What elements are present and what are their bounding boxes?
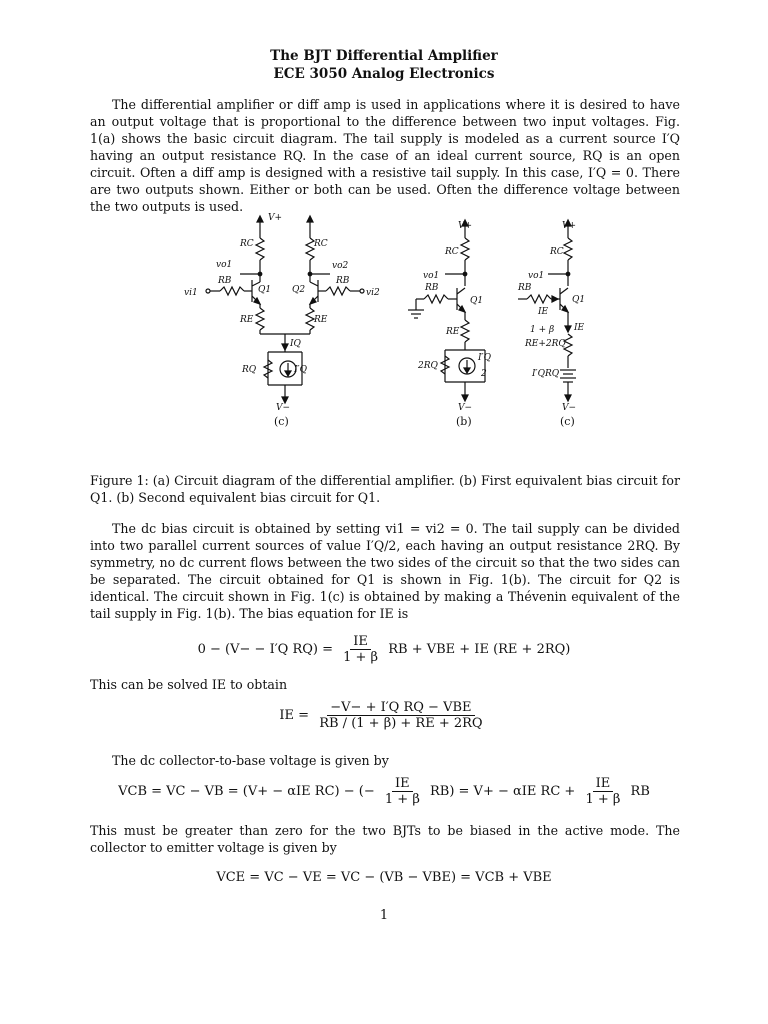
eq3-frac-den: 1 + β <box>384 792 420 807</box>
eq3-middle: RB) = V+ − αIE RC + <box>429 784 576 799</box>
active-mode-text: This must be greater than zero for the two BJTs to be biased in the active mode. The collector to emitter voltage is given by <box>90 823 680 855</box>
page-number: 1 <box>379 908 389 923</box>
eq3-fraction-2 <box>582 776 623 807</box>
label-rb-right: RB <box>336 276 350 286</box>
label-iq: IQ <box>290 339 301 349</box>
eq3-frac-num: IE <box>392 776 413 792</box>
equation-bias <box>0 634 768 665</box>
label-ie-c: IE <box>574 323 585 333</box>
label-re-left: RE <box>240 315 254 325</box>
eq2-left: IE = <box>279 708 310 723</box>
eq1-left: 0 − (V− − I′Q RQ) = <box>197 642 333 657</box>
circuit-figure <box>180 210 600 435</box>
eq3-frac2-num: IE <box>593 776 614 792</box>
label-q1-b: Q1 <box>470 296 484 306</box>
eq1-frac-num: IE <box>350 634 371 650</box>
label-rb-c: RB <box>518 283 532 293</box>
label-q1-a: Q1 <box>258 285 272 295</box>
label-ie-frac-den: 1 + β <box>530 325 555 335</box>
label-vplus-a: V+ <box>268 213 283 223</box>
label-iqp-half-num: I′Q <box>478 353 491 363</box>
label-vminus-b: V− <box>458 403 473 413</box>
label-sub-c: (c) <box>560 415 575 428</box>
solve-text: This can be solved IE to obtain <box>90 677 288 692</box>
eq2-fraction <box>316 700 485 731</box>
label-rc-right: RC <box>314 239 328 249</box>
label-sub-b: (b) <box>456 415 472 428</box>
vcb-text: The dc collector-to-base voltage is given by <box>112 753 389 768</box>
eq1-frac-den: 1 + β <box>343 650 379 665</box>
label-vo1-a: vo1 <box>216 260 233 270</box>
label-re-right: RE <box>314 315 328 325</box>
label-vplus-b: V+ <box>458 221 473 231</box>
eq3-left: VCB = VC − VB = (V+ − αIE RC) − (− <box>118 784 375 799</box>
label-vi1: vi1 <box>184 288 198 298</box>
eq3-frac2-den: 1 + β <box>585 792 621 807</box>
intro-paragraph: The differential amplifier or diff amp is used in applications where it is desired to have an output voltage that is proportional to the difference between two input voltages. Fig. 1(a) shows the basic circuit diagram. The tail supply is modeled as a current source I′Q having an output resistance RQ. In the case of an ideal current source, RQ is an open circuit. Often a diff amp is designed with a resistive tail supply. In this case, I′Q = 0. There are two outputs shown. Either or both can be used. Often the difference voltage between the two outputs is used. <box>90 97 680 214</box>
label-vo1-c: vo1 <box>528 271 545 281</box>
label-rb-b: RB <box>425 283 439 293</box>
label-vplus-c: V+ <box>562 221 577 231</box>
document-title: The BJT Differential Amplifier <box>270 48 498 64</box>
eq1-right: RB + VBE + IE (RE + 2RQ) <box>388 642 571 657</box>
eq1-fraction <box>340 634 381 665</box>
eq3-fraction-1 <box>382 776 423 807</box>
label-sub-a: (c) <box>274 415 289 428</box>
label-vminus-c: V− <box>562 403 577 413</box>
equation-vcb <box>0 776 768 807</box>
label-vo1-b: vo1 <box>423 271 440 281</box>
bias-paragraph: The dc bias circuit is obtained by setting vi1 = vi2 = 0. The tail supply can be divided into two parallel current sources of value I′Q/2, each having an output resistance 2RQ. By symmetry, no dc current flows between the two sides of the circuit so that the two sides can be separated. The circuit obtained for Q1 is shown in Fig. 1(b). The circuit for Q2 is identical. The circuit shown in Fig. 1(c) is obtained by making a Thévenin equivalent of the tail supply in Fig. 1(b). The bias equation for IE is <box>90 521 680 621</box>
label-re-2rq: RE+2RQ <box>525 339 566 349</box>
label-ie-frac-num: IE <box>538 307 549 317</box>
label-rc-left: RC <box>240 239 254 249</box>
label-rc-b: RC <box>445 247 459 257</box>
course-title: ECE 3050 Analog Electronics <box>273 66 495 82</box>
label-rq: RQ <box>242 365 257 375</box>
label-q2-a: Q2 <box>292 285 306 295</box>
eq2-frac-num: −V− + I′Q RQ − VBE <box>327 700 474 716</box>
label-iqp: I′Q <box>294 365 307 375</box>
label-vminus-a: V− <box>276 403 291 413</box>
label-2rq: 2RQ <box>418 361 438 371</box>
label-rb-left: RB <box>218 276 232 286</box>
label-re-b: RE <box>446 327 460 337</box>
eq2-frac-den: RB / (1 + β) + RE + 2RQ <box>319 716 483 731</box>
equation-vce: VCE = VC − VE = VC − (VB − VBE) = VCB + VBE <box>216 870 552 885</box>
label-vo2-a: vo2 <box>332 261 349 271</box>
equation-ie <box>0 700 768 731</box>
label-rc-c: RC <box>550 247 564 257</box>
label-q1-c: Q1 <box>572 295 586 305</box>
label-vi2: vi2 <box>366 288 380 298</box>
label-iqp-half-den: 2 <box>481 369 487 379</box>
eq3-right: RB <box>630 784 650 799</box>
label-iqrq: I′QRQ <box>532 369 560 379</box>
figure-caption: Figure 1: (a) Circuit diagram of the differential amplifier. (b) First equivalent bias circuit for Q1. (b) Second equivalent bias circuit for Q1. <box>90 473 680 505</box>
